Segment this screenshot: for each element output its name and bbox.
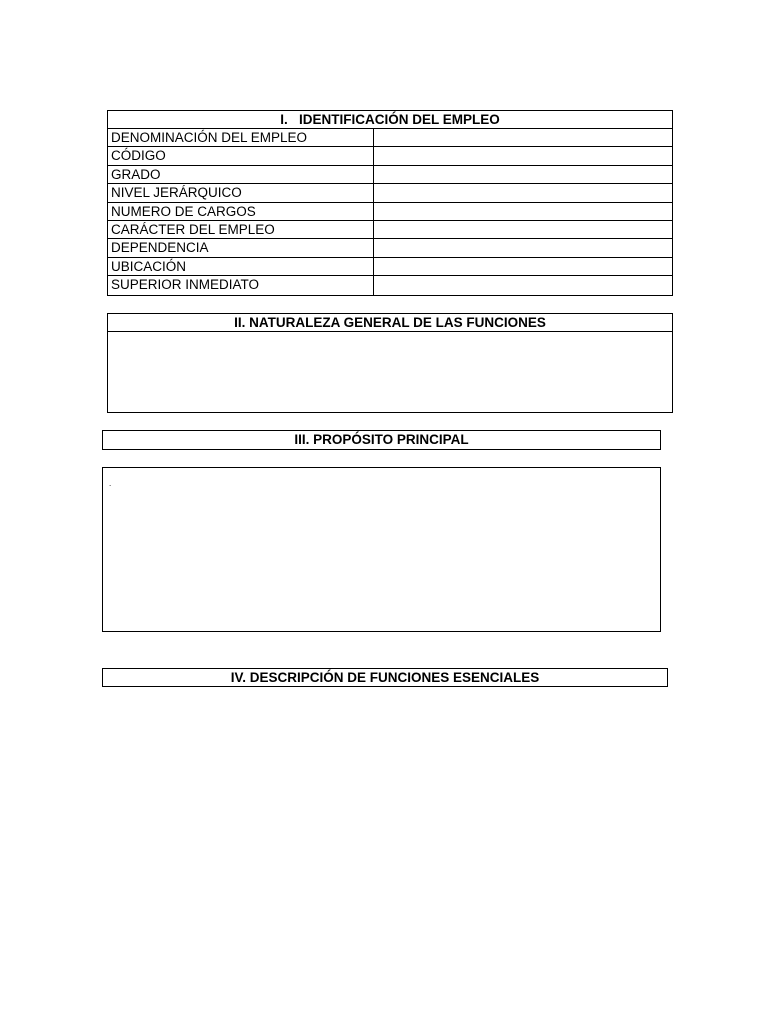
- section-3-content: .: [109, 479, 112, 488]
- row-value-grado: [374, 166, 672, 183]
- row-label-caracter: CARÁCTER DEL EMPLEO: [108, 221, 374, 238]
- table-row: [108, 203, 672, 221]
- row-value-denominacion: [374, 129, 672, 146]
- table-row: [108, 184, 672, 202]
- table-row: [108, 129, 672, 147]
- row-label-dependencia: DEPENDENCIA: [108, 239, 374, 256]
- section-1-title: I. IDENTIFICACIÓN DEL EMPLEO: [108, 111, 672, 129]
- table-row: [108, 166, 672, 184]
- table-row: [108, 147, 672, 165]
- table-row: [108, 276, 672, 294]
- row-label-ubicacion: UBICACIÓN: [108, 258, 374, 275]
- identification-table: [107, 110, 673, 296]
- row-label-superior: SUPERIOR INMEDIATO: [108, 276, 374, 294]
- row-label-codigo: CÓDIGO: [108, 147, 374, 164]
- row-value-nivel: [374, 184, 672, 201]
- table-row: [108, 221, 672, 239]
- row-label-grado: GRADO: [108, 166, 374, 183]
- section-4-title: IV. DESCRIPCIÓN DE FUNCIONES ESENCIALES: [102, 668, 668, 687]
- row-label-denominacion: DENOMINACIÓN DEL EMPLEO: [108, 129, 374, 146]
- section-2-title: II. NATURALEZA GENERAL DE LAS FUNCIONES: [108, 314, 672, 332]
- row-value-codigo: [374, 147, 672, 164]
- table-row: [108, 239, 672, 257]
- row-label-nivel: NIVEL JERÁRQUICO: [108, 184, 374, 201]
- section-3-title: III. PROPÓSITO PRINCIPAL: [102, 430, 661, 450]
- row-value-caracter: [374, 221, 672, 238]
- proposito-content-box: [102, 467, 661, 632]
- row-value-ubicacion: [374, 258, 672, 275]
- row-value-superior: [374, 276, 672, 294]
- row-label-numero-cargos: NUMERO DE CARGOS: [108, 203, 374, 220]
- table-row: [108, 258, 672, 276]
- row-value-dependencia: [374, 239, 672, 256]
- row-value-numero-cargos: [374, 203, 672, 220]
- naturaleza-section: [107, 313, 673, 413]
